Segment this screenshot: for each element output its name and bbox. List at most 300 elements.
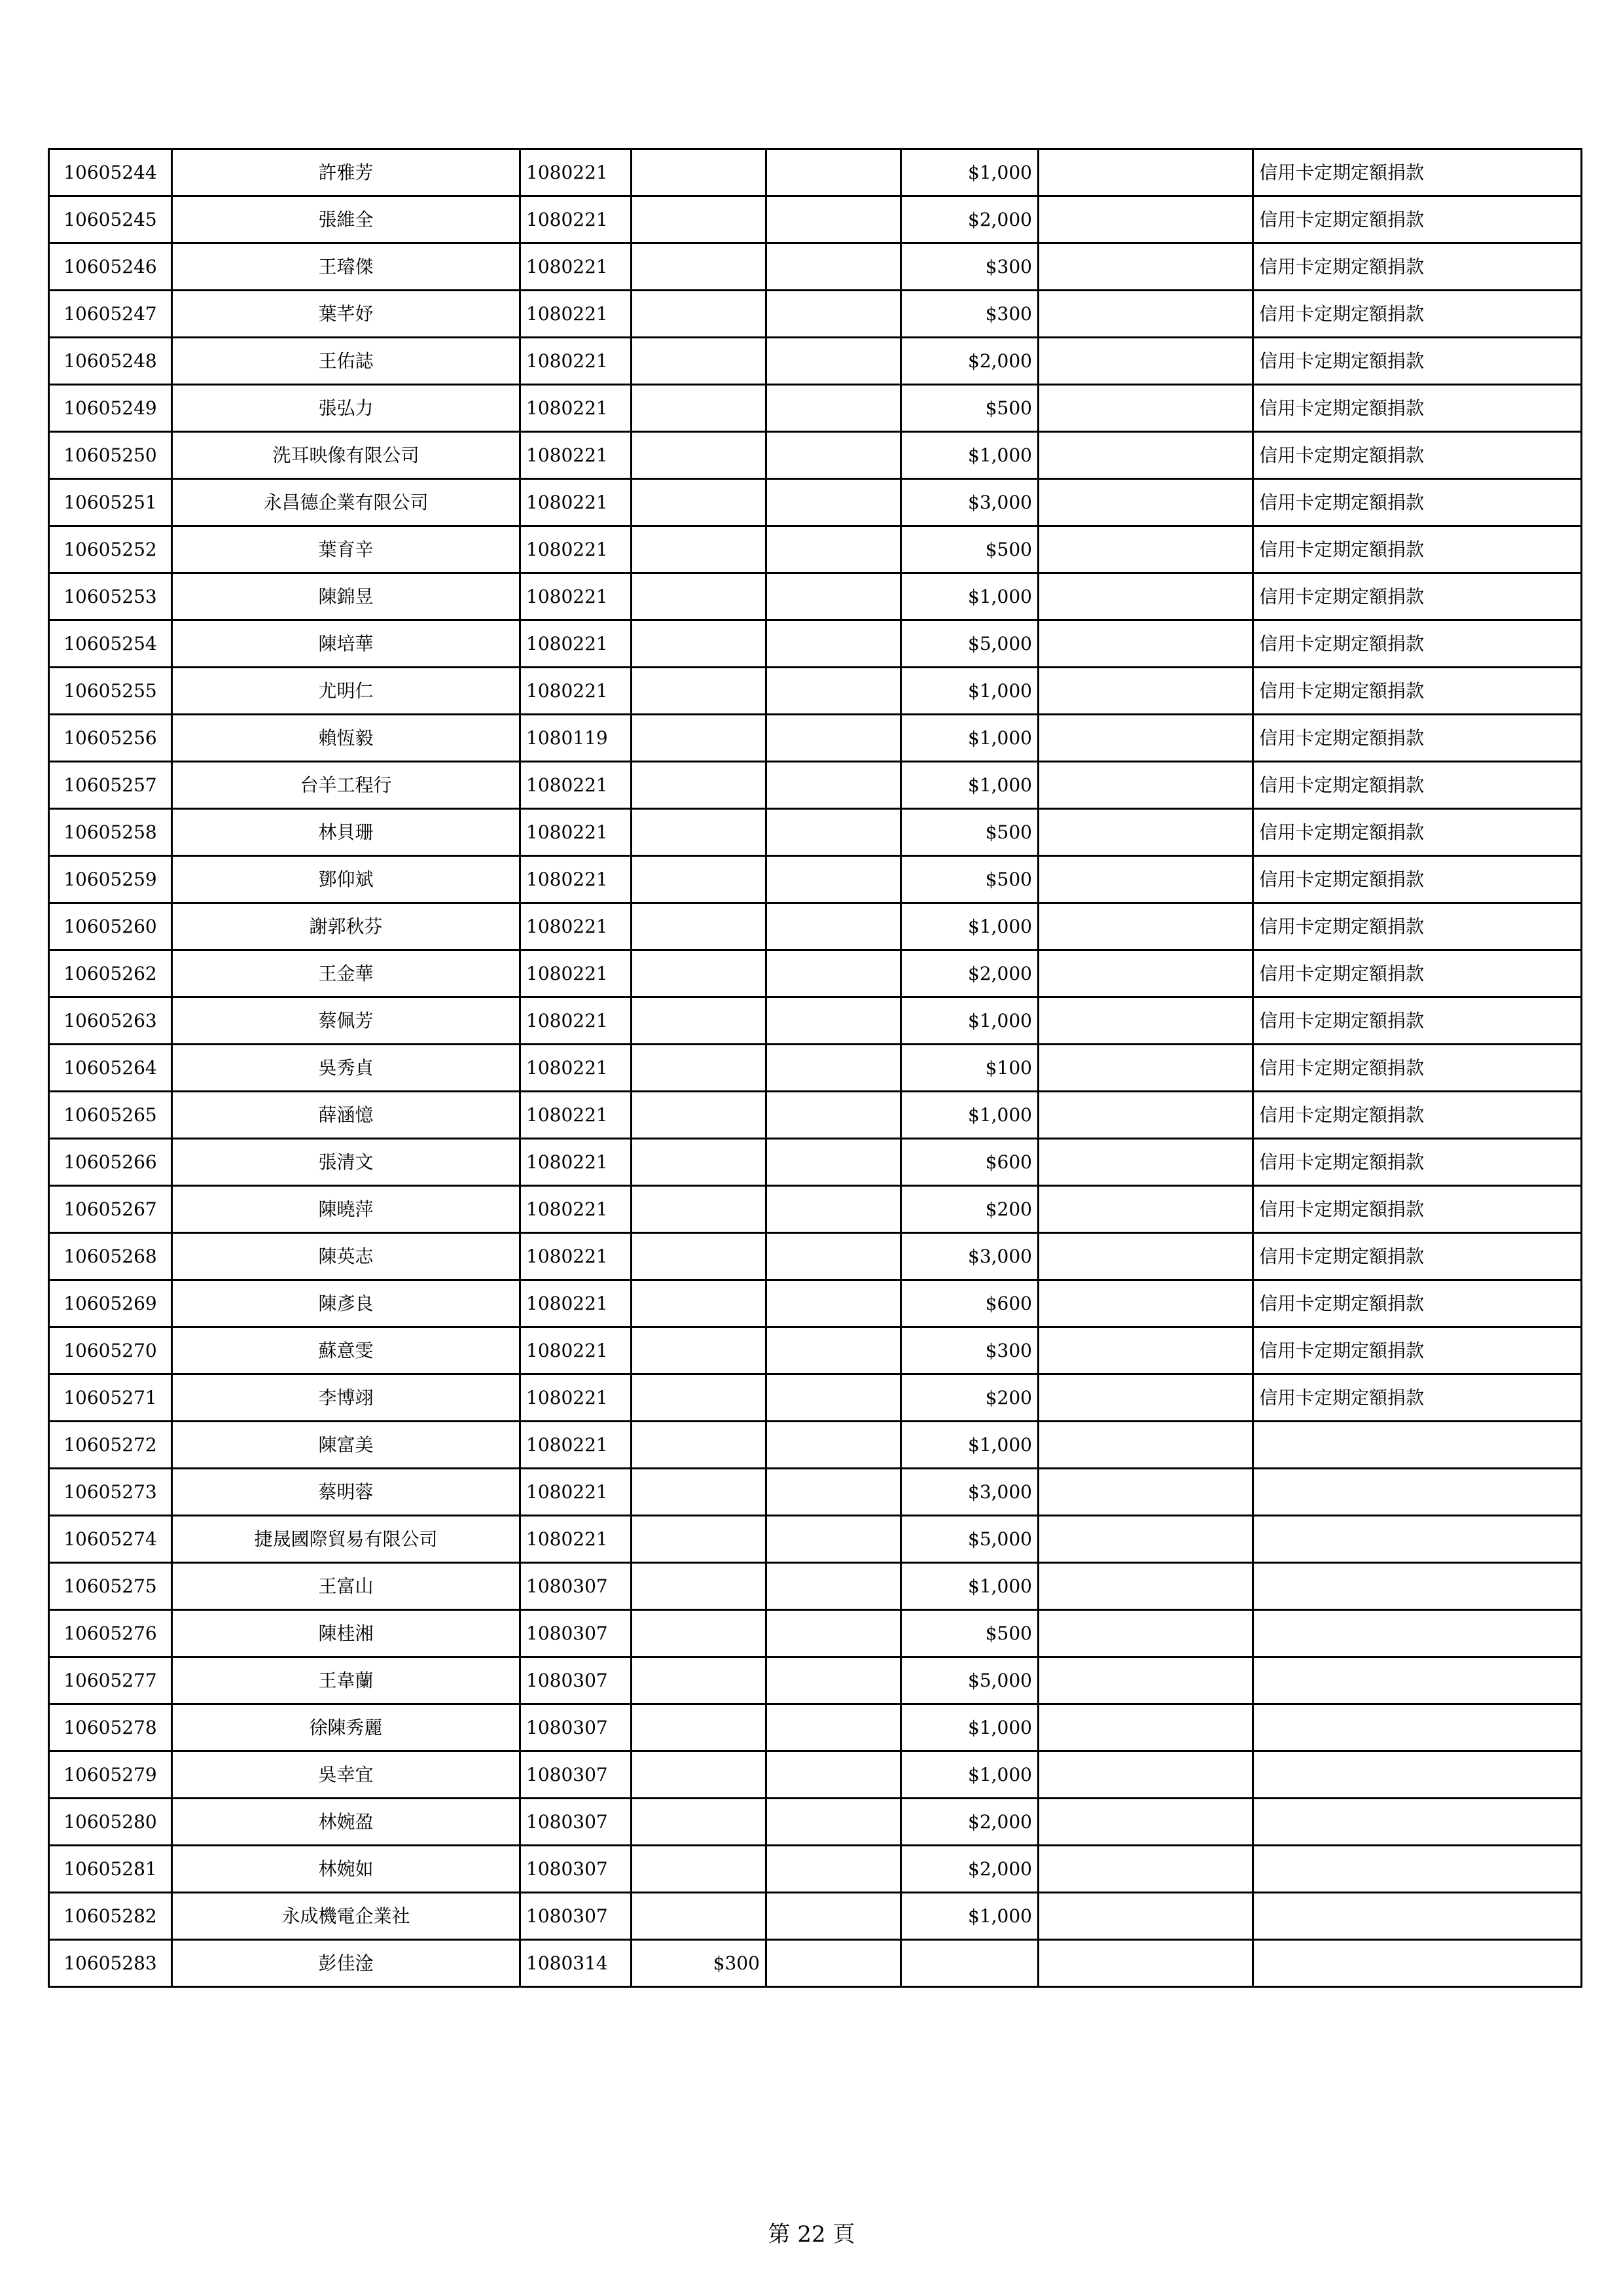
donor-name-cell: 鄧仰斌 bbox=[172, 856, 520, 903]
amount-column-2-cell: $1,000 bbox=[901, 573, 1039, 620]
date-cell: 1080221 bbox=[520, 1186, 632, 1233]
date-cell: 1080307 bbox=[520, 1610, 632, 1657]
receipt-number-cell: 10605244 bbox=[49, 149, 172, 196]
date-cell: 1080307 bbox=[520, 1751, 632, 1799]
date-cell: 1080307 bbox=[520, 1704, 632, 1751]
receipt-number-cell: 10605257 bbox=[49, 762, 172, 809]
empty-cell bbox=[1039, 385, 1253, 432]
empty-cell bbox=[766, 432, 901, 479]
empty-cell bbox=[1039, 149, 1253, 196]
table-row bbox=[49, 903, 1582, 950]
donor-name-cell: 李博翊 bbox=[172, 1374, 520, 1422]
table-row bbox=[49, 1893, 1582, 1940]
receipt-number-cell: 10605263 bbox=[49, 997, 172, 1045]
empty-cell bbox=[1039, 1374, 1253, 1422]
amount-column-2-cell: $1,000 bbox=[901, 1422, 1039, 1469]
receipt-number-cell: 10605251 bbox=[49, 479, 172, 526]
amount-column-2-cell: $2,000 bbox=[901, 1799, 1039, 1846]
empty-cell bbox=[1039, 903, 1253, 950]
amount-column-1-cell bbox=[632, 479, 766, 526]
empty-cell bbox=[766, 997, 901, 1045]
note-cell bbox=[1253, 1940, 1582, 1987]
amount-column-2-cell: $1,000 bbox=[901, 1563, 1039, 1610]
table-row bbox=[49, 762, 1582, 809]
note-cell: 信用卡定期定額捐款 bbox=[1253, 526, 1582, 573]
receipt-number-cell: 10605249 bbox=[49, 385, 172, 432]
empty-cell bbox=[766, 1846, 901, 1893]
amount-column-1-cell bbox=[632, 1092, 766, 1139]
amount-column-2-cell: $200 bbox=[901, 1186, 1039, 1233]
amount-column-2-cell: $2,000 bbox=[901, 1846, 1039, 1893]
amount-column-2-cell: $1,000 bbox=[901, 997, 1039, 1045]
note-cell: 信用卡定期定額捐款 bbox=[1253, 1327, 1582, 1374]
date-cell: 1080221 bbox=[520, 149, 632, 196]
amount-column-1-cell bbox=[632, 573, 766, 620]
amount-column-2-cell: $1,000 bbox=[901, 149, 1039, 196]
table-row bbox=[49, 809, 1582, 856]
empty-cell bbox=[766, 856, 901, 903]
amount-column-1-cell bbox=[632, 1799, 766, 1846]
note-cell bbox=[1253, 1422, 1582, 1469]
table-row bbox=[49, 1045, 1582, 1092]
empty-cell bbox=[1039, 1280, 1253, 1327]
receipt-number-cell: 10605271 bbox=[49, 1374, 172, 1422]
amount-column-2-cell: $3,000 bbox=[901, 479, 1039, 526]
amount-column-2-cell: $1,000 bbox=[901, 432, 1039, 479]
amount-column-1-cell bbox=[632, 1045, 766, 1092]
receipt-number-cell: 10605252 bbox=[49, 526, 172, 573]
donor-name-cell: 葉芊妤 bbox=[172, 291, 520, 338]
empty-cell bbox=[1039, 1799, 1253, 1846]
donor-name-cell: 許雅芳 bbox=[172, 149, 520, 196]
receipt-number-cell: 10605260 bbox=[49, 903, 172, 950]
empty-cell bbox=[766, 668, 901, 715]
empty-cell bbox=[766, 1327, 901, 1374]
donor-name-cell: 王佑誌 bbox=[172, 338, 520, 385]
table-row bbox=[49, 291, 1582, 338]
receipt-number-cell: 10605262 bbox=[49, 950, 172, 997]
amount-column-2-cell: $5,000 bbox=[901, 1516, 1039, 1563]
amount-column-2-cell: $1,000 bbox=[901, 762, 1039, 809]
note-cell: 信用卡定期定額捐款 bbox=[1253, 620, 1582, 668]
empty-cell bbox=[1039, 196, 1253, 243]
amount-column-1-cell bbox=[632, 1846, 766, 1893]
note-cell: 信用卡定期定額捐款 bbox=[1253, 196, 1582, 243]
table-row bbox=[49, 856, 1582, 903]
empty-cell bbox=[766, 1233, 901, 1280]
amount-column-2-cell: $500 bbox=[901, 809, 1039, 856]
empty-cell bbox=[1039, 620, 1253, 668]
note-cell bbox=[1253, 1704, 1582, 1751]
note-cell: 信用卡定期定額捐款 bbox=[1253, 715, 1582, 762]
table-row bbox=[49, 1704, 1582, 1751]
note-cell: 信用卡定期定額捐款 bbox=[1253, 1092, 1582, 1139]
amount-column-2-cell: $100 bbox=[901, 1045, 1039, 1092]
receipt-number-cell: 10605270 bbox=[49, 1327, 172, 1374]
receipt-number-cell: 10605267 bbox=[49, 1186, 172, 1233]
empty-cell bbox=[766, 196, 901, 243]
donor-name-cell: 洗耳映像有限公司 bbox=[172, 432, 520, 479]
empty-cell bbox=[1039, 1610, 1253, 1657]
empty-cell bbox=[1039, 1893, 1253, 1940]
amount-column-2-cell: $3,000 bbox=[901, 1469, 1039, 1516]
amount-column-1-cell: $300 bbox=[632, 1940, 766, 1987]
empty-cell bbox=[766, 762, 901, 809]
empty-cell bbox=[1039, 1516, 1253, 1563]
table-row bbox=[49, 1139, 1582, 1186]
empty-cell bbox=[766, 243, 901, 291]
donor-name-cell: 賴恆毅 bbox=[172, 715, 520, 762]
table-row bbox=[49, 1422, 1582, 1469]
amount-column-2-cell: $1,000 bbox=[901, 715, 1039, 762]
donor-name-cell: 林婉如 bbox=[172, 1846, 520, 1893]
receipt-number-cell: 10605269 bbox=[49, 1280, 172, 1327]
empty-cell bbox=[766, 620, 901, 668]
donor-name-cell: 陳曉萍 bbox=[172, 1186, 520, 1233]
table-row bbox=[49, 668, 1582, 715]
donor-name-cell: 永成機電企業社 bbox=[172, 1893, 520, 1940]
date-cell: 1080307 bbox=[520, 1563, 632, 1610]
table-body bbox=[49, 149, 1582, 1987]
table-row bbox=[49, 338, 1582, 385]
empty-cell bbox=[766, 526, 901, 573]
receipt-number-cell: 10605268 bbox=[49, 1233, 172, 1280]
amount-column-1-cell bbox=[632, 243, 766, 291]
amount-column-2-cell: $5,000 bbox=[901, 1657, 1039, 1704]
empty-cell bbox=[1039, 1233, 1253, 1280]
receipt-number-cell: 10605274 bbox=[49, 1516, 172, 1563]
donor-name-cell: 王富山 bbox=[172, 1563, 520, 1610]
note-cell: 信用卡定期定額捐款 bbox=[1253, 809, 1582, 856]
empty-cell bbox=[766, 1280, 901, 1327]
note-cell: 信用卡定期定額捐款 bbox=[1253, 243, 1582, 291]
receipt-number-cell: 10605250 bbox=[49, 432, 172, 479]
donor-name-cell: 張維全 bbox=[172, 196, 520, 243]
empty-cell bbox=[1039, 809, 1253, 856]
amount-column-1-cell bbox=[632, 903, 766, 950]
amount-column-2-cell: $1,000 bbox=[901, 1704, 1039, 1751]
note-cell bbox=[1253, 1893, 1582, 1940]
amount-column-1-cell bbox=[632, 856, 766, 903]
note-cell: 信用卡定期定額捐款 bbox=[1253, 762, 1582, 809]
date-cell: 1080307 bbox=[520, 1799, 632, 1846]
amount-column-1-cell bbox=[632, 1704, 766, 1751]
donor-name-cell: 陳錦昱 bbox=[172, 573, 520, 620]
donation-table bbox=[48, 148, 1582, 1988]
empty-cell bbox=[1039, 1846, 1253, 1893]
amount-column-2-cell: $2,000 bbox=[901, 196, 1039, 243]
receipt-number-cell: 10605282 bbox=[49, 1893, 172, 1940]
date-cell: 1080221 bbox=[520, 1422, 632, 1469]
amount-column-1-cell bbox=[632, 196, 766, 243]
empty-cell bbox=[1039, 1327, 1253, 1374]
note-cell: 信用卡定期定額捐款 bbox=[1253, 1045, 1582, 1092]
note-cell bbox=[1253, 1563, 1582, 1610]
donor-name-cell: 蔡明蓉 bbox=[172, 1469, 520, 1516]
empty-cell bbox=[766, 385, 901, 432]
donor-name-cell: 陳彥良 bbox=[172, 1280, 520, 1327]
table-row bbox=[49, 1799, 1582, 1846]
empty-cell bbox=[766, 809, 901, 856]
empty-cell bbox=[766, 1469, 901, 1516]
note-cell: 信用卡定期定額捐款 bbox=[1253, 1139, 1582, 1186]
donor-name-cell: 陳培華 bbox=[172, 620, 520, 668]
empty-cell bbox=[766, 479, 901, 526]
empty-cell bbox=[766, 1422, 901, 1469]
receipt-number-cell: 10605276 bbox=[49, 1610, 172, 1657]
date-cell: 1080221 bbox=[520, 856, 632, 903]
table-row bbox=[49, 1657, 1582, 1704]
empty-cell bbox=[766, 1751, 901, 1799]
empty-cell bbox=[1039, 1045, 1253, 1092]
amount-column-2-cell: $2,000 bbox=[901, 950, 1039, 997]
amount-column-1-cell bbox=[632, 526, 766, 573]
amount-column-2-cell: $500 bbox=[901, 1610, 1039, 1657]
donor-name-cell: 吳幸宜 bbox=[172, 1751, 520, 1799]
amount-column-1-cell bbox=[632, 1374, 766, 1422]
receipt-number-cell: 10605255 bbox=[49, 668, 172, 715]
date-cell: 1080221 bbox=[520, 809, 632, 856]
empty-cell bbox=[1039, 997, 1253, 1045]
amount-column-2-cell: $200 bbox=[901, 1374, 1039, 1422]
amount-column-1-cell bbox=[632, 1893, 766, 1940]
date-cell: 1080221 bbox=[520, 1469, 632, 1516]
empty-cell bbox=[1039, 856, 1253, 903]
empty-cell bbox=[1039, 1563, 1253, 1610]
amount-column-1-cell bbox=[632, 950, 766, 997]
note-cell: 信用卡定期定額捐款 bbox=[1253, 668, 1582, 715]
empty-cell bbox=[766, 149, 901, 196]
amount-column-2-cell: $3,000 bbox=[901, 1233, 1039, 1280]
receipt-number-cell: 10605273 bbox=[49, 1469, 172, 1516]
table-row bbox=[49, 1469, 1582, 1516]
date-cell: 1080221 bbox=[520, 1280, 632, 1327]
receipt-number-cell: 10605281 bbox=[49, 1846, 172, 1893]
empty-cell bbox=[1039, 479, 1253, 526]
amount-column-2-cell: $2,000 bbox=[901, 338, 1039, 385]
amount-column-1-cell bbox=[632, 1422, 766, 1469]
donor-name-cell: 林婉盈 bbox=[172, 1799, 520, 1846]
amount-column-2-cell: $1,000 bbox=[901, 1751, 1039, 1799]
empty-cell bbox=[766, 715, 901, 762]
date-cell: 1080314 bbox=[520, 1940, 632, 1987]
date-cell: 1080221 bbox=[520, 668, 632, 715]
date-cell: 1080221 bbox=[520, 196, 632, 243]
amount-column-2-cell: $1,000 bbox=[901, 903, 1039, 950]
donor-name-cell: 蘇意雯 bbox=[172, 1327, 520, 1374]
empty-cell bbox=[1039, 1657, 1253, 1704]
amount-column-1-cell bbox=[632, 762, 766, 809]
empty-cell bbox=[766, 1704, 901, 1751]
date-cell: 1080221 bbox=[520, 620, 632, 668]
amount-column-1-cell bbox=[632, 1469, 766, 1516]
donor-name-cell: 永昌德企業有限公司 bbox=[172, 479, 520, 526]
table-row bbox=[49, 1186, 1582, 1233]
donor-name-cell: 徐陳秀麗 bbox=[172, 1704, 520, 1751]
table-row bbox=[49, 1233, 1582, 1280]
table-row bbox=[49, 243, 1582, 291]
note-cell: 信用卡定期定額捐款 bbox=[1253, 338, 1582, 385]
amount-column-1-cell bbox=[632, 291, 766, 338]
amount-column-1-cell bbox=[632, 1280, 766, 1327]
note-cell bbox=[1253, 1516, 1582, 1563]
note-cell bbox=[1253, 1469, 1582, 1516]
table-row bbox=[49, 526, 1582, 573]
receipt-number-cell: 10605265 bbox=[49, 1092, 172, 1139]
amount-column-1-cell bbox=[632, 1233, 766, 1280]
empty-cell bbox=[766, 1893, 901, 1940]
amount-column-1-cell bbox=[632, 338, 766, 385]
donor-name-cell: 林貝珊 bbox=[172, 809, 520, 856]
empty-cell bbox=[766, 1092, 901, 1139]
amount-column-1-cell bbox=[632, 668, 766, 715]
amount-column-1-cell bbox=[632, 1657, 766, 1704]
empty-cell bbox=[1039, 715, 1253, 762]
empty-cell bbox=[1039, 762, 1253, 809]
note-cell: 信用卡定期定額捐款 bbox=[1253, 1233, 1582, 1280]
table-row bbox=[49, 715, 1582, 762]
note-cell bbox=[1253, 1846, 1582, 1893]
empty-cell bbox=[766, 573, 901, 620]
empty-cell bbox=[766, 1516, 901, 1563]
donor-name-cell: 彭佳淦 bbox=[172, 1940, 520, 1987]
amount-column-1-cell bbox=[632, 432, 766, 479]
note-cell: 信用卡定期定額捐款 bbox=[1253, 997, 1582, 1045]
date-cell: 1080221 bbox=[520, 1516, 632, 1563]
date-cell: 1080221 bbox=[520, 1374, 632, 1422]
note-cell: 信用卡定期定額捐款 bbox=[1253, 1186, 1582, 1233]
table-row bbox=[49, 1846, 1582, 1893]
empty-cell bbox=[1039, 573, 1253, 620]
empty-cell bbox=[766, 950, 901, 997]
donor-name-cell: 吳秀貞 bbox=[172, 1045, 520, 1092]
empty-cell bbox=[766, 1139, 901, 1186]
note-cell: 信用卡定期定額捐款 bbox=[1253, 291, 1582, 338]
receipt-number-cell: 10605277 bbox=[49, 1657, 172, 1704]
receipt-number-cell: 10605246 bbox=[49, 243, 172, 291]
empty-cell bbox=[766, 1940, 901, 1987]
amount-column-1-cell bbox=[632, 1516, 766, 1563]
amount-column-1-cell bbox=[632, 715, 766, 762]
note-cell: 信用卡定期定額捐款 bbox=[1253, 856, 1582, 903]
empty-cell bbox=[1039, 338, 1253, 385]
empty-cell bbox=[766, 291, 901, 338]
donor-name-cell: 張清文 bbox=[172, 1139, 520, 1186]
date-cell: 1080221 bbox=[520, 385, 632, 432]
receipt-number-cell: 10605283 bbox=[49, 1940, 172, 1987]
donor-name-cell: 陳桂湘 bbox=[172, 1610, 520, 1657]
empty-cell bbox=[1039, 950, 1253, 997]
receipt-number-cell: 10605248 bbox=[49, 338, 172, 385]
empty-cell bbox=[766, 903, 901, 950]
note-cell bbox=[1253, 1610, 1582, 1657]
page-number: 第 22 頁 bbox=[768, 2221, 855, 2248]
date-cell: 1080221 bbox=[520, 903, 632, 950]
amount-column-2-cell: $600 bbox=[901, 1139, 1039, 1186]
amount-column-1-cell bbox=[632, 620, 766, 668]
date-cell: 1080221 bbox=[520, 997, 632, 1045]
note-cell: 信用卡定期定額捐款 bbox=[1253, 149, 1582, 196]
amount-column-1-cell bbox=[632, 1186, 766, 1233]
amount-column-1-cell bbox=[632, 1327, 766, 1374]
amount-column-1-cell bbox=[632, 1610, 766, 1657]
receipt-number-cell: 10605258 bbox=[49, 809, 172, 856]
receipt-number-cell: 10605245 bbox=[49, 196, 172, 243]
receipt-number-cell: 10605247 bbox=[49, 291, 172, 338]
receipt-number-cell: 10605259 bbox=[49, 856, 172, 903]
table-row bbox=[49, 479, 1582, 526]
note-cell bbox=[1253, 1751, 1582, 1799]
date-cell: 1080307 bbox=[520, 1846, 632, 1893]
empty-cell bbox=[766, 1657, 901, 1704]
donor-name-cell: 王金華 bbox=[172, 950, 520, 997]
empty-cell bbox=[766, 1610, 901, 1657]
amount-column-1-cell bbox=[632, 149, 766, 196]
donor-name-cell: 尤明仁 bbox=[172, 668, 520, 715]
amount-column-1-cell bbox=[632, 809, 766, 856]
amount-column-2-cell: $1,000 bbox=[901, 668, 1039, 715]
empty-cell bbox=[766, 1045, 901, 1092]
date-cell: 1080221 bbox=[520, 526, 632, 573]
donor-name-cell: 謝郭秋芬 bbox=[172, 903, 520, 950]
date-cell: 1080221 bbox=[520, 291, 632, 338]
note-cell: 信用卡定期定額捐款 bbox=[1253, 950, 1582, 997]
donor-name-cell: 陳富美 bbox=[172, 1422, 520, 1469]
table-row bbox=[49, 1327, 1582, 1374]
note-cell: 信用卡定期定額捐款 bbox=[1253, 1280, 1582, 1327]
donor-name-cell: 王璿傑 bbox=[172, 243, 520, 291]
amount-column-2-cell: $1,000 bbox=[901, 1092, 1039, 1139]
date-cell: 1080221 bbox=[520, 573, 632, 620]
donor-name-cell: 葉育辛 bbox=[172, 526, 520, 573]
note-cell bbox=[1253, 1799, 1582, 1846]
empty-cell bbox=[1039, 1751, 1253, 1799]
note-cell: 信用卡定期定額捐款 bbox=[1253, 1374, 1582, 1422]
date-cell: 1080221 bbox=[520, 432, 632, 479]
note-cell: 信用卡定期定額捐款 bbox=[1253, 479, 1582, 526]
receipt-number-cell: 10605275 bbox=[49, 1563, 172, 1610]
table-row bbox=[49, 149, 1582, 196]
note-cell: 信用卡定期定額捐款 bbox=[1253, 573, 1582, 620]
date-cell: 1080221 bbox=[520, 1327, 632, 1374]
amount-column-1-cell bbox=[632, 385, 766, 432]
table-row bbox=[49, 573, 1582, 620]
donor-name-cell: 捷晟國際貿易有限公司 bbox=[172, 1516, 520, 1563]
date-cell: 1080221 bbox=[520, 1045, 632, 1092]
donor-name-cell: 台羊工程行 bbox=[172, 762, 520, 809]
date-cell: 1080221 bbox=[520, 243, 632, 291]
empty-cell bbox=[766, 338, 901, 385]
receipt-number-cell: 10605272 bbox=[49, 1422, 172, 1469]
empty-cell bbox=[1039, 1422, 1253, 1469]
table-row bbox=[49, 1516, 1582, 1563]
receipt-number-cell: 10605264 bbox=[49, 1045, 172, 1092]
table-row bbox=[49, 1374, 1582, 1422]
empty-cell bbox=[1039, 1186, 1253, 1233]
empty-cell bbox=[1039, 668, 1253, 715]
empty-cell bbox=[766, 1563, 901, 1610]
date-cell: 1080307 bbox=[520, 1657, 632, 1704]
table-row bbox=[49, 196, 1582, 243]
empty-cell bbox=[1039, 1469, 1253, 1516]
amount-column-2-cell: $5,000 bbox=[901, 620, 1039, 668]
receipt-number-cell: 10605266 bbox=[49, 1139, 172, 1186]
date-cell: 1080221 bbox=[520, 762, 632, 809]
empty-cell bbox=[766, 1799, 901, 1846]
donor-name-cell: 王韋蘭 bbox=[172, 1657, 520, 1704]
date-cell: 1080221 bbox=[520, 950, 632, 997]
amount-column-2-cell: $500 bbox=[901, 385, 1039, 432]
